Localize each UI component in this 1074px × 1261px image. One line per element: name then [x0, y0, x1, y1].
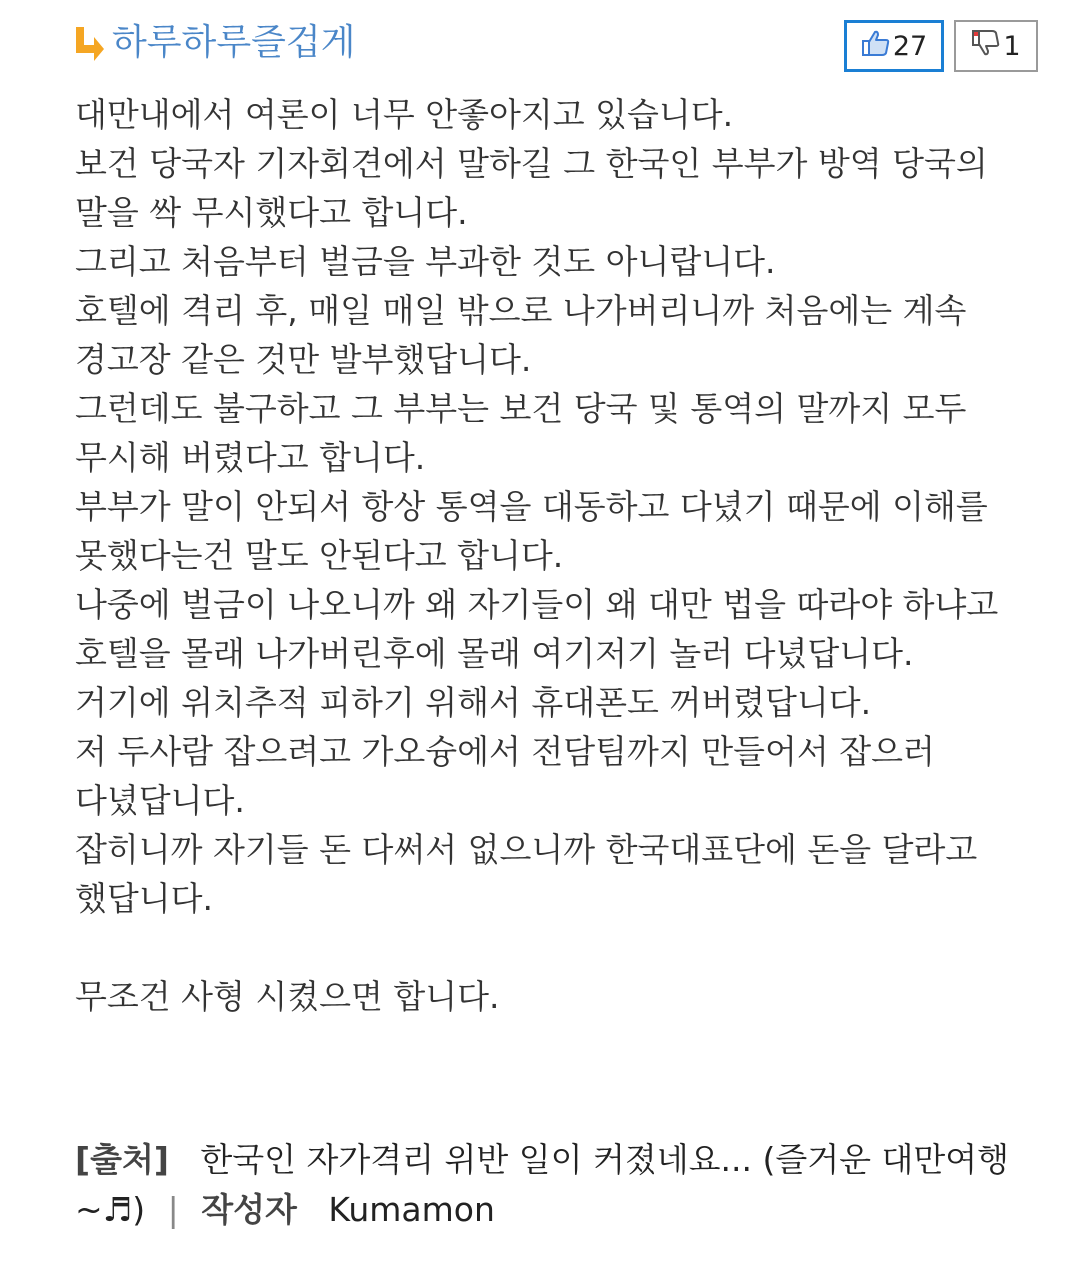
source-label: [출처] — [75, 1140, 169, 1179]
closing-line: 무조건 사형 시켰으면 합니다. — [75, 977, 500, 1016]
like-count: 27 — [892, 30, 928, 62]
thumbs-up-icon — [861, 29, 893, 64]
vote-buttons — [844, 20, 1038, 72]
comment-header — [72, 18, 1038, 74]
body-line: 보건 당국자 기자회견에서 말하길 그 한국인 부부가 방역 당국의 말을 싹 무시했다고 합니다. — [75, 144, 988, 232]
dislike-button[interactable] — [954, 20, 1038, 72]
body-line: 대만내에서 여론이 너무 안좋아지고 있습니다. — [75, 95, 734, 134]
like-button[interactable] — [844, 20, 944, 72]
comment-author[interactable] — [72, 18, 355, 68]
separator: | — [167, 1190, 179, 1229]
writer-label: 작성자 — [201, 1190, 297, 1229]
writer-name[interactable]: Kumamon — [328, 1190, 495, 1229]
body-line: 거기에 위치추적 피하기 위해서 휴대폰도 꺼버렸답니다. — [75, 683, 872, 722]
blank-line — [75, 923, 1035, 972]
body-line: 나중에 벌금이 나오니까 왜 자기들이 왜 대만 법을 따라야 하냐고 호텔을 몰래 나가버린후에 몰래 여기저기 놀러 다녔답니다. — [75, 585, 999, 673]
body-line: 잡히니까 자기들 돈 다써서 없으니까 한국대표단에 돈을 달라고 했답니다. — [75, 830, 978, 918]
body-line: 저 두사람 잡으려고 가오슝에서 전담팀까지 만들어서 잡으러 다녔답니다. — [75, 732, 935, 820]
source-line — [75, 1135, 1035, 1235]
reply-arrow-icon — [72, 23, 106, 63]
dislike-count: 1 — [1003, 30, 1021, 62]
body-line: 그리고 처음부터 벌금을 부과한 것도 아니랍니다. — [75, 242, 776, 281]
thumbs-down-icon — [971, 29, 1003, 64]
author-name[interactable]: 하루하루즐겁게 — [112, 22, 356, 63]
comment-body — [75, 90, 1035, 1021]
body-line: 부부가 말이 안되서 항상 통역을 대동하고 다녔기 때문에 이해를 못했다는건 말도 안된다고 합니다. — [75, 487, 988, 575]
source-link[interactable]: 한국인 자가격리 위반 일이 커졌네요... (즐거운 대만여행~♬) — [75, 1140, 1010, 1229]
body-line: 호텔에 격리 후, 매일 매일 밖으로 나가버리니까 처음에는 계속 경고장 같은 것만 발부했답니다. — [75, 291, 967, 379]
body-line: 그런데도 불구하고 그 부부는 보건 당국 및 통역의 말까지 모두 무시해 버렸다고 합니다. — [75, 389, 967, 477]
